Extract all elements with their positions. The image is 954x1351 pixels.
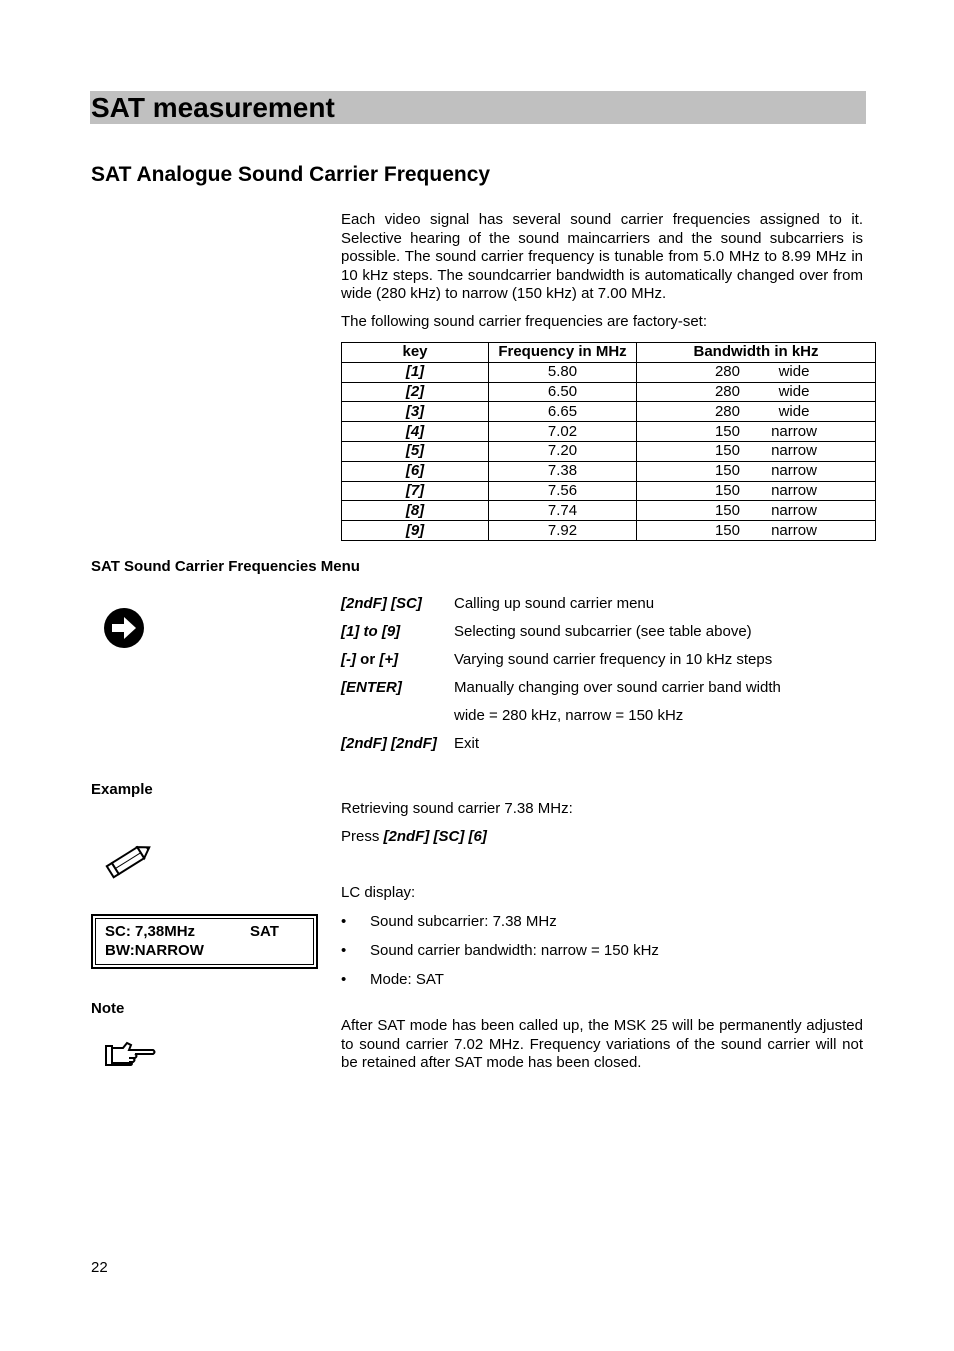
menu-description: wide = 280 kHz, narrow = 150 kHz (454, 707, 684, 724)
row-bandwidth-type: narrow (771, 462, 817, 480)
lcd-line-2: BW:NARROW (105, 942, 204, 959)
press-keys: [2ndF] [SC] [6] (383, 828, 487, 845)
row-key: [9] (342, 521, 489, 541)
row-frequency: 5.80 (489, 362, 637, 382)
page-subtitle: SAT Analogue Sound Carrier Frequency (91, 163, 491, 186)
table-row (342, 422, 876, 442)
row-bandwidth-type: narrow (771, 442, 817, 460)
row-frequency: 6.65 (489, 402, 637, 422)
list-item: • Sound subcarrier: 7.38 MHz (341, 913, 557, 930)
table-row (342, 461, 876, 481)
table-header-row (342, 343, 876, 363)
row-key: [5] (342, 441, 489, 461)
menu-row-call-up (341, 595, 654, 612)
row-bandwidth-type: narrow (771, 481, 817, 499)
lcd-line-1-left: SC: 7,38MHz (105, 923, 196, 940)
table-row (342, 402, 876, 422)
table-row (342, 382, 876, 402)
row-bandwidth: 150 (714, 481, 740, 499)
table-row (342, 501, 876, 521)
row-bandwidth: 150 (714, 422, 740, 440)
menu-row-enter-detail (341, 707, 683, 724)
menu-key: [1] to [9] (341, 623, 401, 640)
bullet-text: Sound carrier bandwidth: narrow = 150 kHz (370, 942, 659, 959)
bullet-text: Sound subcarrier: 7.38 MHz (370, 913, 557, 930)
row-frequency: 7.56 (489, 481, 637, 501)
menu-key: [2ndF] [2ndF] (341, 735, 437, 752)
menu-description: Calling up sound carrier menu (454, 595, 655, 612)
menu-key: [ENTER] (341, 679, 402, 696)
header-frequency: Frequency in MHz (489, 343, 637, 363)
bullet-text: Mode: SAT (370, 971, 444, 988)
intro-paragraph: Each video signal has several sound carrier frequencies assigned to it. Selective hearing of the sound maincarriers and the sound subcarriers is possible. The sound carrier frequency is tunable from 5.0 MHz to 8.99 MHz in 10 kHz steps. The soundcarrier bandwidth is automatically changed over from wide (280 kHz) to narrow (150 kHz) at 7.00 MHz. (341, 211, 863, 302)
row-key: [7] (342, 481, 489, 501)
menu-row-exit (341, 735, 479, 752)
menu-description: Exit (454, 735, 480, 752)
list-item: • Mode: SAT (341, 971, 444, 988)
menu-row-vary (341, 651, 772, 668)
row-bandwidth: 150 (714, 462, 740, 480)
row-frequency: 7.38 (489, 461, 637, 481)
row-frequency: 7.74 (489, 501, 637, 521)
menu-description: Varying sound carrier frequency in 10 kHz steps (454, 651, 773, 668)
row-bandwidth-type: narrow (771, 501, 817, 519)
menu-row-select (341, 623, 752, 640)
row-key: [3] (342, 402, 489, 422)
menu-key (341, 651, 454, 668)
lcd-display (91, 914, 318, 969)
factory-set-note: The following sound carrier frequencies are factory-set: (341, 313, 708, 330)
plus-key: [+] (379, 651, 399, 668)
section-title: SAT measurement (91, 92, 335, 123)
lcd-line-1-right: SAT (250, 923, 279, 940)
menu-heading: SAT Sound Carrier Frequencies Menu (91, 558, 360, 575)
row-bandwidth: 280 (714, 363, 740, 381)
row-bandwidth: 150 (714, 521, 740, 539)
arrow-right-circle-icon (103, 607, 145, 649)
press-label: Press (341, 828, 384, 845)
menu-description: Manually changing over sound carrier band width (454, 679, 781, 696)
example-retrieve-text: Retrieving sound carrier 7.38 MHz: (341, 800, 573, 817)
menu-key: [2ndF] [SC] (341, 595, 422, 612)
example-press-line (341, 828, 487, 845)
row-bandwidth-type: narrow (771, 422, 817, 440)
or-text: or (356, 651, 380, 668)
row-frequency: 7.92 (489, 521, 637, 541)
row-bandwidth-type: narrow (771, 521, 817, 539)
header-bandwidth: Bandwidth in kHz (637, 343, 876, 363)
row-frequency: 7.02 (489, 422, 637, 442)
example-heading: Example (91, 781, 153, 798)
list-item: • Sound carrier bandwidth: narrow = 150 kHz (341, 942, 659, 959)
row-bandwidth: 280 (714, 382, 740, 400)
table-row (342, 521, 876, 541)
row-key: [1] (342, 362, 489, 382)
table-row (342, 481, 876, 501)
table-row (342, 441, 876, 461)
row-bandwidth-type: wide (778, 363, 810, 381)
row-bandwidth: 280 (714, 402, 740, 420)
row-key: [6] (342, 461, 489, 481)
minus-key: [-] (341, 651, 356, 668)
row-bandwidth: 150 (714, 442, 740, 460)
table-row (342, 362, 876, 382)
menu-row-enter (341, 679, 781, 696)
row-key: [4] (342, 422, 489, 442)
pencil-icon (103, 840, 157, 880)
row-key: [8] (342, 501, 489, 521)
pointing-hand-icon (103, 1040, 157, 1068)
note-heading: Note (91, 1000, 125, 1017)
note-paragraph: After SAT mode has been called up, the MSK 25 will be permanently adjusted to sound carrier 7.02 MHz. Frequency variations of the sound carrier will not be retained after SAT mode has been closed. (341, 1017, 863, 1071)
row-bandwidth: 150 (714, 501, 740, 519)
row-bandwidth-type: wide (778, 382, 810, 400)
row-key: [2] (342, 382, 489, 402)
row-bandwidth-type: wide (778, 402, 810, 420)
header-key: key (342, 343, 489, 363)
page-number: 22 (91, 1259, 108, 1276)
frequency-table (341, 342, 876, 541)
menu-description: Selecting sound subcarrier (see table above) (454, 623, 752, 640)
lc-display-label: LC display: (341, 884, 416, 901)
row-frequency: 7.20 (489, 441, 637, 461)
row-frequency: 6.50 (489, 382, 637, 402)
